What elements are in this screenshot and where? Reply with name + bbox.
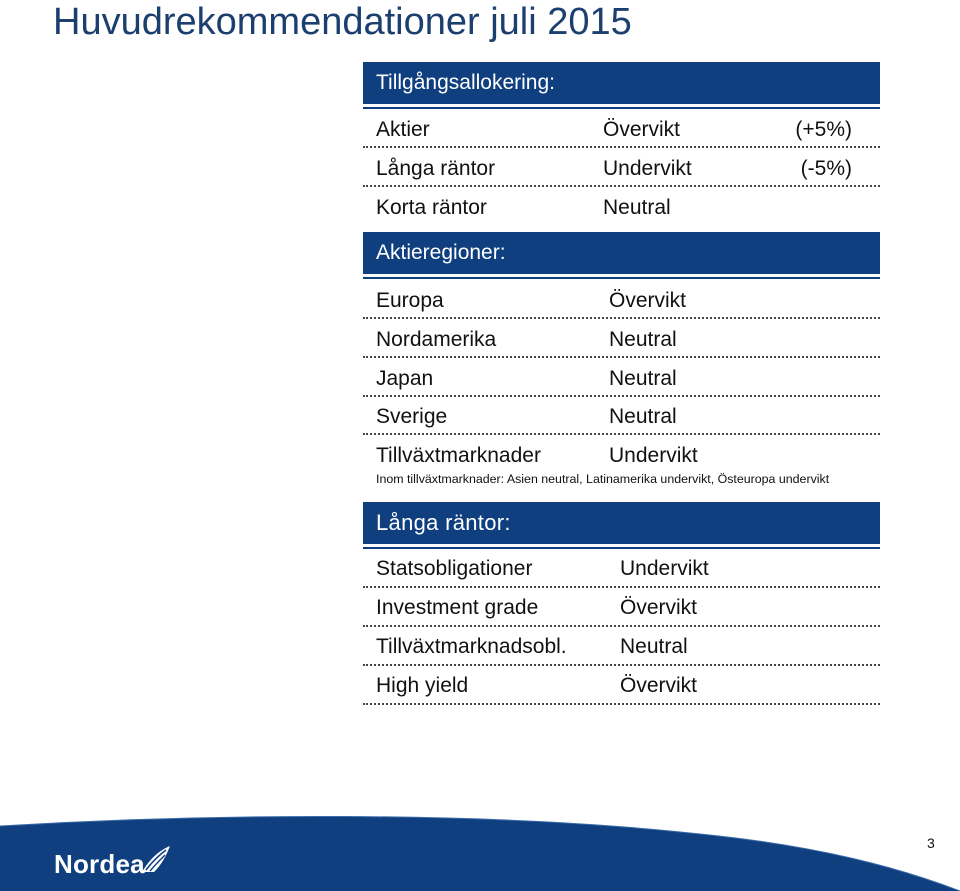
row-view: Undervikt [609,444,698,467]
row-view: Övervikt [620,674,698,697]
table-row [363,436,880,474]
row-view: Övervikt [620,596,698,619]
row-name: Aktier [376,118,430,141]
page-number: 3 [927,835,935,851]
table-row [363,667,880,705]
row-view: Neutral [603,196,671,219]
table-row [363,188,880,226]
equity-regions-header: Aktieregioner: [363,232,880,274]
table-row [363,110,880,148]
row-name: Japan [376,367,434,390]
row-view: Neutral [609,405,677,428]
row-view: Övervikt [603,118,681,141]
page-title: Huvudrekommendationer juli 2015 [53,1,632,43]
table-row [363,320,880,358]
row-view: Undervikt [603,157,692,180]
row-name: Sverige [376,405,448,428]
long-rates-header: Långa räntor: [363,502,880,544]
row-weight: (+5%) [795,118,852,141]
row-name: Europa [376,289,444,312]
table-row [363,550,880,588]
row-view: Neutral [620,635,688,658]
row-view: Neutral [609,367,677,390]
row-name: Nordamerika [376,328,497,351]
row-name: Investment grade [376,596,539,619]
table-row [363,359,880,397]
table-row [363,281,880,319]
emerging-markets-note: Inom tillväxtmarknader: Asien neutral, Latinamerika undervikt, Östeuropa undervikt [376,472,830,486]
row-name: Korta räntor [376,196,487,219]
row-name: Tillväxtmarknadsobl. [376,635,567,658]
row-name: Tillväxtmarknader [376,444,541,467]
row-name: High yield [376,674,469,697]
table-row [363,589,880,627]
table-row [363,628,880,666]
row-weight: (-5%) [800,157,852,180]
row-view: Undervikt [620,557,709,580]
nordea-sail-icon [140,844,172,874]
asset-allocation-header: Tillgångsallokering: [363,62,880,104]
row-view: Övervikt [609,289,687,312]
table-row [363,149,880,187]
nordea-logo: Nordea [54,849,145,879]
row-name: Långa räntor [376,157,496,180]
table-row [363,397,880,435]
row-view: Neutral [609,328,677,351]
row-name: Statsobligationer [376,557,533,580]
